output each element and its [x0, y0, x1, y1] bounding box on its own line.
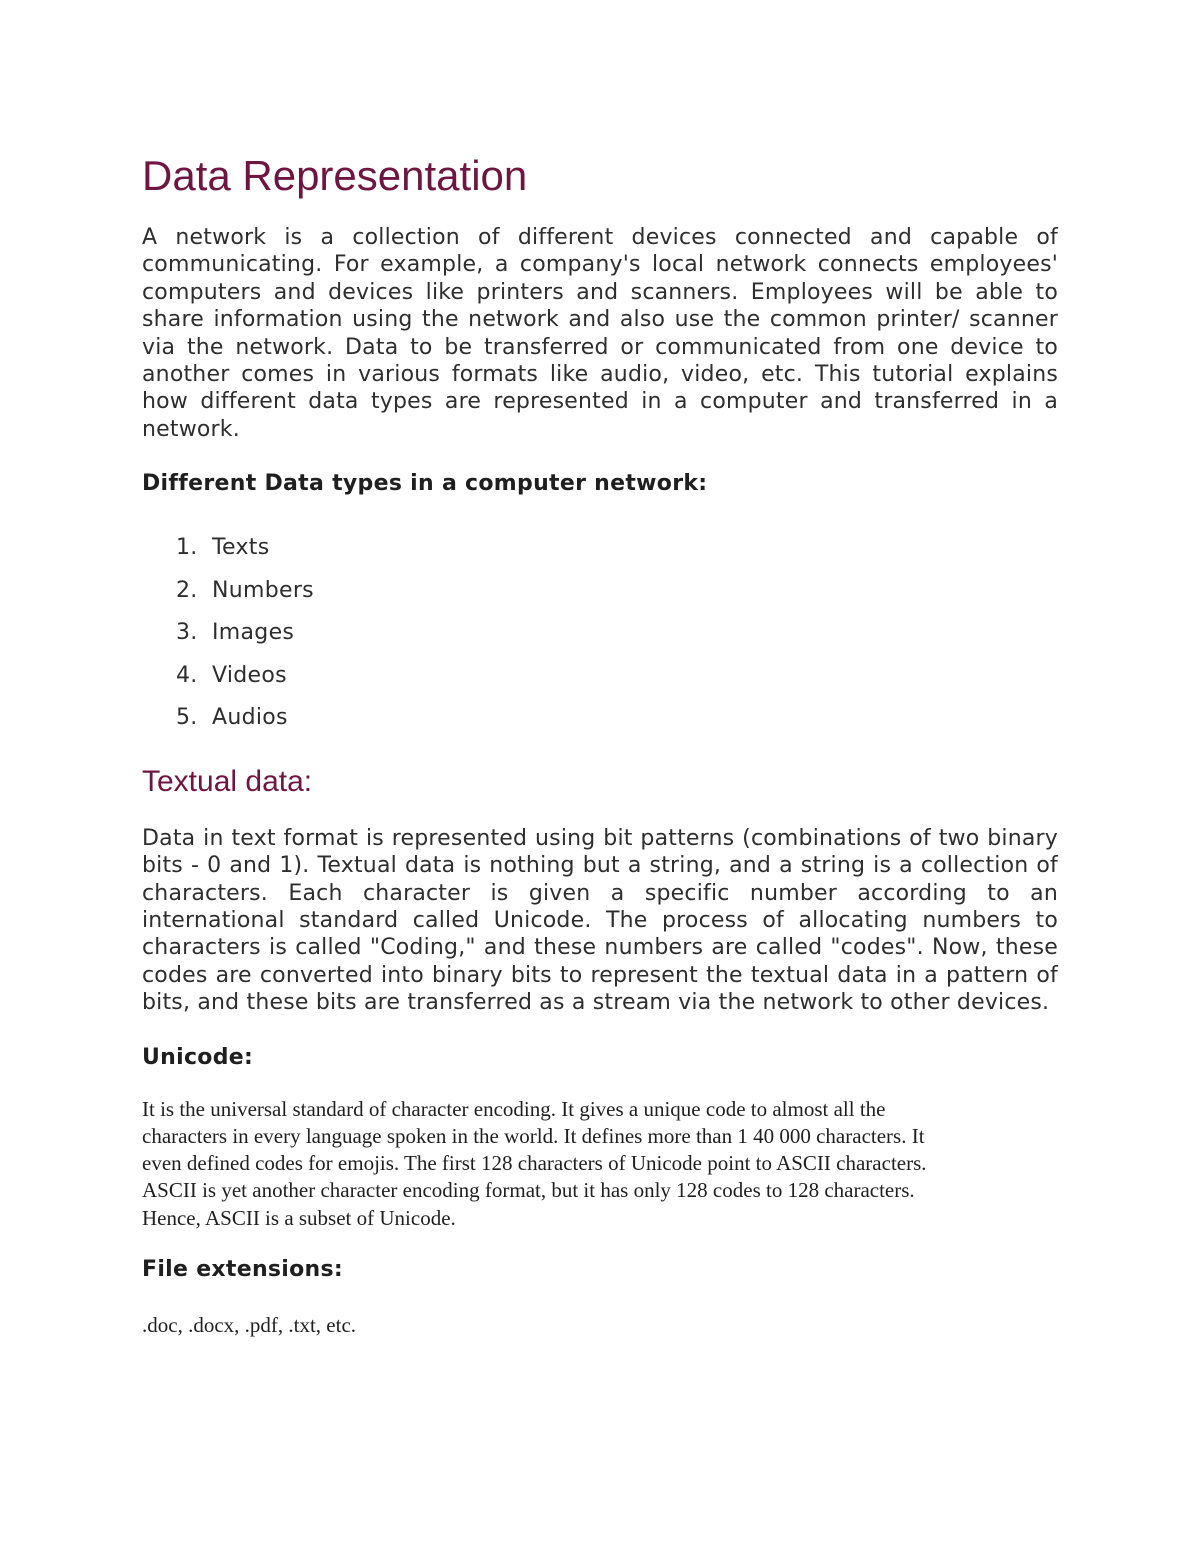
- list-item: [176, 662, 1058, 705]
- textual-data-paragraph: Data in text format is represented using bit patterns (combinations of two binary bits - 0 and 1). Textual data is nothing but a string, and a string is a collection of characters. Each character is given a specific number according to an international standard called Unicode. The process of allocating numbers to characters is called "Coding," and these numbers are called "codes". Now, these codes are converted into binary bits to represent the textual data in a pattern of bits, and these bits are transferred as a stream via the network to other devices.: [142, 825, 1058, 1016]
- intro-paragraph: A network is a collection of different devices connected and capable of communicating. For example, a company's local network connects employees' computers and devices like printers and scanners. Employees will be able to share information using the network and also use the common printer/ scanner via the network. Data to be transferred or communicated from one device to another comes in various formats like audio, video, etc. This tutorial explains how different data types are represented in a computer and transferred in a network.: [142, 225, 1058, 442]
- page-title: Data Representation: [142, 152, 528, 199]
- list-item: [176, 577, 1058, 620]
- data-types-list: [142, 534, 1058, 747]
- unicode-line: Hence, ASCII is a subset of Unicode.: [142, 1205, 456, 1230]
- list-item: [176, 704, 1058, 747]
- textual-data-heading: Textual data:: [142, 764, 313, 798]
- list-item-label: Videos: [212, 662, 287, 688]
- list-item-number: 3.: [176, 620, 198, 646]
- list-item-number: 2.: [176, 577, 198, 603]
- document-page: [142, 150, 1058, 1339]
- list-item-number: 5.: [176, 705, 198, 731]
- list-item-label: Images: [212, 620, 295, 646]
- file-extensions-heading: File extensions:: [142, 1257, 344, 1283]
- unicode-line: It is the universal standard of character encoding. It gives a unique code to almost all the: [142, 1096, 886, 1121]
- list-item-number: 4.: [176, 662, 198, 688]
- list-item: [176, 534, 1058, 577]
- list-item-number: 1.: [176, 535, 198, 561]
- unicode-line: characters in every language spoken in the world. It defines more than 1 40 000 characters. It: [142, 1123, 925, 1148]
- list-item: [176, 619, 1058, 662]
- unicode-heading: Unicode:: [142, 1044, 254, 1070]
- unicode-line: ASCII is yet another character encoding format, but it has only 128 codes to 128 characters.: [142, 1178, 915, 1203]
- file-extensions-text: .doc, .docx, .pdf, .txt, etc.: [142, 1313, 357, 1338]
- list-item-label: Numbers: [212, 577, 314, 603]
- data-types-heading: Different Data types in a computer network:: [142, 471, 708, 497]
- unicode-line: even defined codes for emojis. The first 128 characters of Unicode point to ASCII characters.: [142, 1151, 927, 1176]
- unicode-paragraph: [142, 1096, 1058, 1232]
- list-item-label: Texts: [212, 535, 270, 561]
- list-item-label: Audios: [212, 705, 288, 731]
